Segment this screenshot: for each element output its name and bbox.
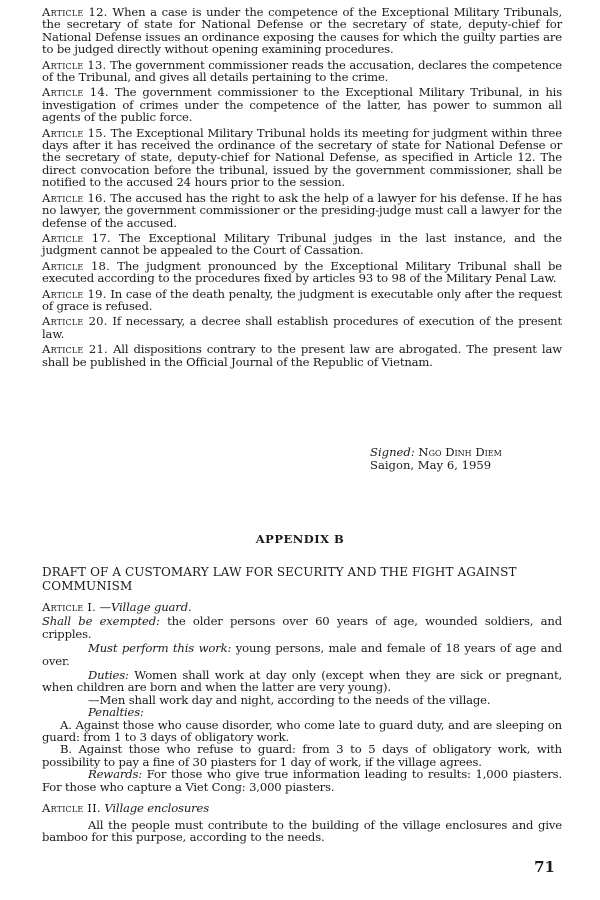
- signature-place-date: Saigon, May 6, 1959: [370, 458, 492, 472]
- duties-label: Duties:: [88, 668, 129, 683]
- article-text: The judgment pronounced by the Exceptional Military Tribunal shall be executed according to the procedures fixed by articles 93 to 98 of the Military Penal Law.: [42, 258, 562, 286]
- article-text: If necessary, a decree shall establish procedures of execution of the present law.: [42, 314, 562, 341]
- article-ii-heading: [42, 802, 562, 814]
- exempted-paragraph: [42, 615, 562, 640]
- article-text: In case of the death penalty, the judgment is executable only after the request of grace is refused.: [42, 286, 562, 313]
- duties-paragraph: [42, 669, 562, 694]
- article-text: The government commissioner to the Exceptional Military Tribunal, in his investigation of crimes under the competence of the latter, has power to summon all agents of the public force.: [42, 85, 563, 125]
- article-label: Article 12.: [42, 5, 108, 19]
- penalty-a: A. Against those who cause disorder, who come late to guard duty, and are sleeping on guard: from 1 to 3 days of obligatory work.: [42, 717, 562, 745]
- article-label: Article 16.: [42, 190, 107, 205]
- must-perform-paragraph: [42, 642, 562, 667]
- signer-name: Ngo Dinh Diem: [418, 445, 502, 459]
- articles-block: [42, 6, 562, 368]
- customary-law-body: [42, 601, 562, 843]
- article-label: Article 17.: [42, 230, 111, 245]
- signature-block: [370, 446, 502, 472]
- article-label: Article 19.: [42, 286, 107, 301]
- rewards-paragraph: [42, 768, 562, 793]
- article-heading: Village enclosures: [104, 801, 210, 816]
- article-label: Article 13.: [42, 57, 107, 72]
- article-i-heading: [42, 601, 562, 613]
- article-13: [42, 59, 562, 84]
- penalties-label: Penalties:: [88, 705, 144, 720]
- exempted-label: Shall be exempted:: [42, 614, 160, 629]
- article-label: Article II.: [42, 801, 101, 816]
- article-label: Article 20.: [42, 314, 108, 329]
- article-19: [42, 288, 562, 313]
- article-20: [42, 315, 562, 340]
- article-14: [42, 86, 562, 123]
- must-text: young persons, male and female of 18 years of age and over.: [42, 641, 562, 668]
- article-label: Article 18.: [42, 258, 111, 273]
- article-label: Article 14.: [42, 85, 109, 100]
- rewards-text: For those who give true information leading to results: 1,000 piasters. For those who capture a Viet Cong: 3,000 piasters.: [42, 767, 562, 794]
- must-label: Must perform this work:: [88, 641, 232, 656]
- article-ii-text: All the people must contribute to the building of the village enclosures and give bamboo for this purpose, according to the needs.: [42, 817, 562, 844]
- duties-text: Women shall work at day only (except when they are sick or pregnant, when children are born and when the latter are very young).: [42, 668, 562, 695]
- article-text: The Exceptional Military Tribunal holds its meeting for judgment within three days after it has received the ordinance of the secretary of state for National Defense or the secretary of state, deputy-chief for National Defense, as specified in Article 12. The direct convocation before the tribunal, issued by the government commissioner, shall be notified to the accused 24 hours prior to the session.: [42, 125, 562, 190]
- article-text: All dispositions contrary to the present law are abrogated. The present law shall be published in the Official Journal of the Republic of Vietnam.: [42, 342, 562, 369]
- article-text: The accused has the right to ask the help of a lawyer for his defense. If he has no lawyer, the government commissioner or the presiding-judge must call a lawyer for the defense of the accused.: [42, 190, 562, 230]
- appendix-title: APPENDIX B: [255, 532, 345, 546]
- article-text: The government commissioner reads the accusation, declares the competence of the Tribunal, and gives all details pertaining to the crime.: [42, 57, 562, 85]
- article-12: [42, 6, 562, 56]
- article-15: [42, 127, 562, 189]
- article-text: The Exceptional Military Tribunal judges in the last instance, and the judgment cannot be appealed to the Court of Cassation.: [42, 230, 562, 258]
- article-label: Article I.: [42, 600, 96, 614]
- article-17: [42, 232, 562, 257]
- article-heading: —Village guard.: [99, 600, 192, 614]
- page-number: 71: [534, 858, 555, 876]
- article-label: Article 15.: [42, 125, 107, 140]
- signed-label: Signed:: [370, 445, 415, 459]
- exempted-text: the older persons over 60 years of age, wounded soldiers, and cripples.: [42, 614, 562, 641]
- rewards-label: Rewards:: [88, 767, 143, 782]
- article-18: [42, 260, 562, 285]
- article-text: When a case is under the competence of the Exceptional Military Tribunals, the secretary of state for National Defense or the secretary of state, deputy-chief for National Defense issues an ordinance exposing the causes for which the guilty parties are to be judged directly without opening examining procedures.: [42, 5, 563, 57]
- article-label: Article 21.: [42, 342, 108, 357]
- article-21: [42, 343, 562, 368]
- penalty-b: B. Against those who refuse to guard: from 3 to 5 days of obligatory work, with possibility to pay a fine of 30 piasters for 1 day of work, if the village agrees.: [42, 742, 562, 769]
- article-16: [42, 192, 562, 229]
- men-duty-line: —Men shall work day and night, according to the needs of the village.: [88, 692, 491, 707]
- draft-title: DRAFT OF A CUSTOMARY LAW FOR SECURITY AND THE FIGHT AGAINST COMMUNISM: [42, 565, 517, 593]
